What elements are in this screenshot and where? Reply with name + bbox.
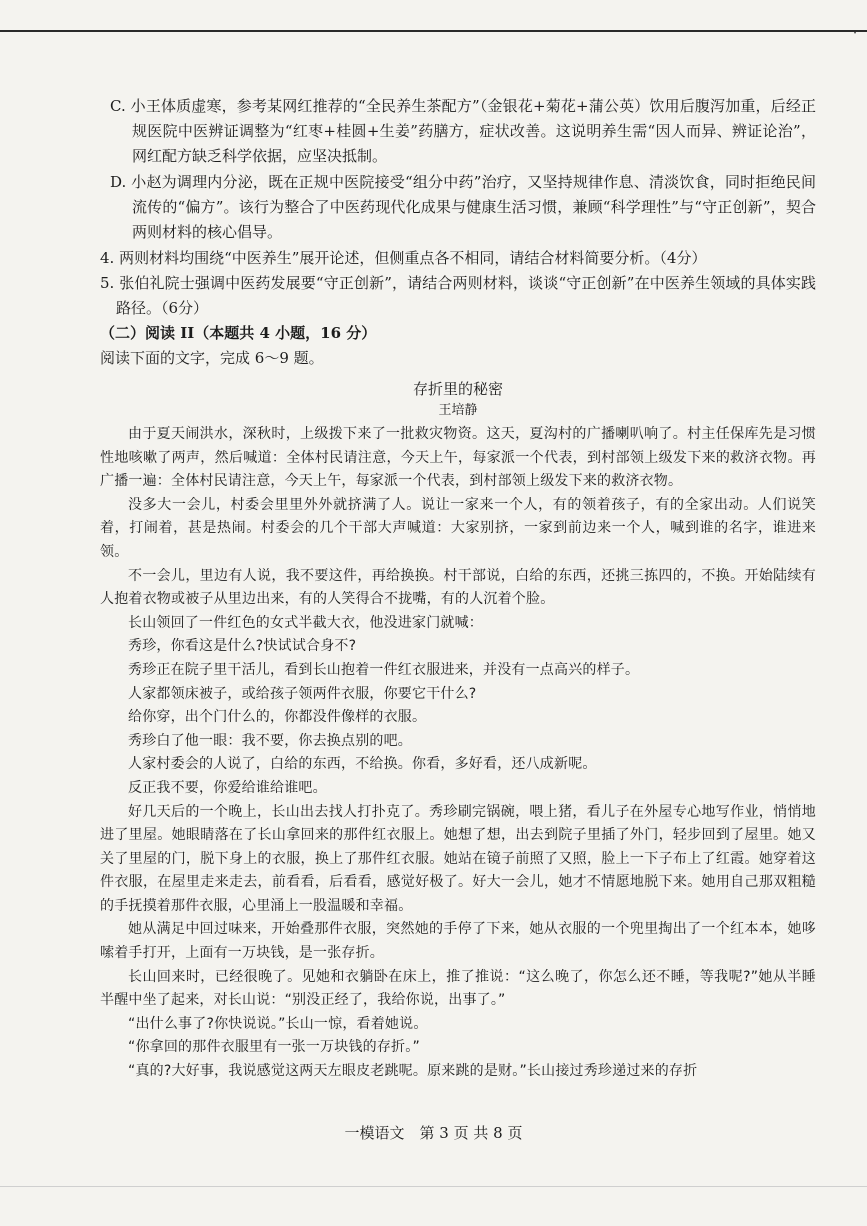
section-heading: （二）阅读 II（本题共 4 小题，16 分）: [100, 324, 377, 342]
top-rule: [0, 30, 867, 32]
story-paragraph: 她从满足中回过味来，开始叠那件衣服，突然她的手停了下来，她从衣服的一个兜里掏出了一个红本本，她哆嗦着手打开，上面有一万块钱，是一张存折。: [100, 921, 816, 962]
option-d: [110, 170, 816, 245]
story-paragraph: 由于夏天闹洪水，深秋时，上级拨下来了一批救灾物资。这天，夏沟村的广播喇叭响了。村主任保库先是习惯性地咳嗽了两声，然后喊道：全体村民请注意，今天上午，每家派一个代表，到村部领上级发下来的救济衣物。再广播一遍：全体村民请注意，今天上午，每家派一个代表，到村部领上级发下来的救济衣物。: [100, 426, 816, 490]
story-paragraph: 没多大一会儿，村委会里里外外就挤满了人。说让一家来一个人，有的领着孩子，有的全家出动。人们说笑着，打闹着，甚是热闹。村委会的几个干部大声喊道：大家别挤，一家到前边来一个人，喊到谁的名字，谁进来领。: [100, 496, 816, 560]
option-label: C.: [110, 97, 126, 115]
story-paragraph: 反正我不要，你爱给谁给谁吧。: [128, 779, 327, 796]
question-5: 5. 张伯礼院士强调中医药发展要“守正创新”，请结合两则材料，谈谈“守正创新”在中医养生领域的具体实践路径。（6分）: [100, 274, 816, 317]
exam-page: [100, 94, 816, 1084]
instruction: 阅读下面的文字，完成 6～9 题。: [100, 349, 324, 367]
corner-mark: ·: [853, 26, 857, 40]
story-paragraph: 人家村委会的人说了，白给的东西，不给换。你看，多好看，还八成新呢。: [128, 756, 597, 773]
story-paragraph: 长山回来时，已经很晚了。见她和衣躺卧在床上，推了推说：“这么晚了，你怎么还不睡，等我呢?”她从半睡半醒中坐了起来，对长山说：“别没正经了，我给你说，出事了。”: [100, 968, 816, 1009]
story-paragraph: 秀珍白了他一眼：我不要，你去换点别的吧。: [128, 732, 412, 749]
story-paragraph: “真的?大好事，我说感觉这两天左眼皮老跳呢。原来跳的是财。”长山接过秀珍递过来的存折: [128, 1063, 698, 1080]
story-paragraph: 给你穿，出个门什么的，你都没件像样的衣服。: [128, 709, 427, 726]
story-paragraph: 人家都领床被子，或给孩子领两件衣服，你要它干什么?: [128, 685, 477, 702]
story-paragraph: 好几天后的一个晚上，长山出去找人打扑克了。秀珍刷完锅碗，喂上猪，看儿子在外屋专心地写作业，悄悄地进了里屋。她眼睛落在了长山拿回来的那件红衣服上。她想了想，出去到院子里插了外门，轻步回到了屋里。她又关了里屋的门，脱下身上的衣服，换上了那件红衣服。她站在镜子前照了又照，脸上一下子布上了红霞。她穿着这件衣服，在屋里走来走去，前看看，后看看，感觉好极了。好大一会儿，她才不情愿地脱下来。她用自己那双粗糙的手抚摸着那件衣服，心里涌上一股温暖和幸福。: [100, 803, 816, 914]
story-paragraph: “出什么事了?你快说说。”长山一惊，看着她说。: [128, 1015, 428, 1032]
story-paragraph: 秀珍正在院子里干活儿，看到长山抱着一件红衣服进来，并没有一点高兴的样子。: [128, 661, 640, 678]
page-footer: 一模语文 第 3 页 共 8 页: [344, 1124, 523, 1142]
story-paragraph: 不一会儿，里边有人说，我不要这件，再给换换。村干部说，白给的东西，还挑三拣四的，不换。开始陆续有人抱着衣物或被子从里边出来，有的人笑得合不拢嘴，有的人沉着个脸。: [100, 567, 816, 608]
option-c: [110, 94, 816, 169]
option-text: 小王体质虚寒，参考某网红推荐的“全民养生茶配方”（金银花+菊花+蒲公英）饮用后腹泻加重，后经正规医院中医辨证调整为“红枣+桂圆+生姜”药膳方，症状改善。这说明养生需“因人而异、辨证论治”，网红配方缺乏科学依据，应坚决抵制。: [130, 97, 816, 165]
option-text: 小赵为调理内分泌，既在正规中医院接受“组分中药”治疗，又坚持规律作息、清淡饮食，同时拒绝民间流传的“偏方”。该行为整合了中医药现代化成果与健康生活习惯，兼顾“科学理性”与“守正创新”，契合两则材料的核心倡导。: [131, 173, 816, 241]
story-title: 存折里的秘密: [412, 380, 503, 398]
option-label: D.: [110, 173, 127, 191]
bottom-rule: [0, 1186, 867, 1187]
question-4: 4. 两则材料均围绕“中医养生”展开论述，但侧重点各不相同，请结合材料简要分析。（4分）: [100, 249, 707, 267]
story-paragraph: “你拿回的那件衣服里有一张一万块钱的存折。”: [128, 1039, 420, 1056]
story-paragraph: 秀珍，你看这是什么?快试试合身不?: [128, 638, 357, 655]
story-author: 王培静: [438, 403, 478, 418]
story-paragraph: 长山领回了一件红色的女式半截大衣，他没进家门就喊：: [128, 614, 483, 631]
